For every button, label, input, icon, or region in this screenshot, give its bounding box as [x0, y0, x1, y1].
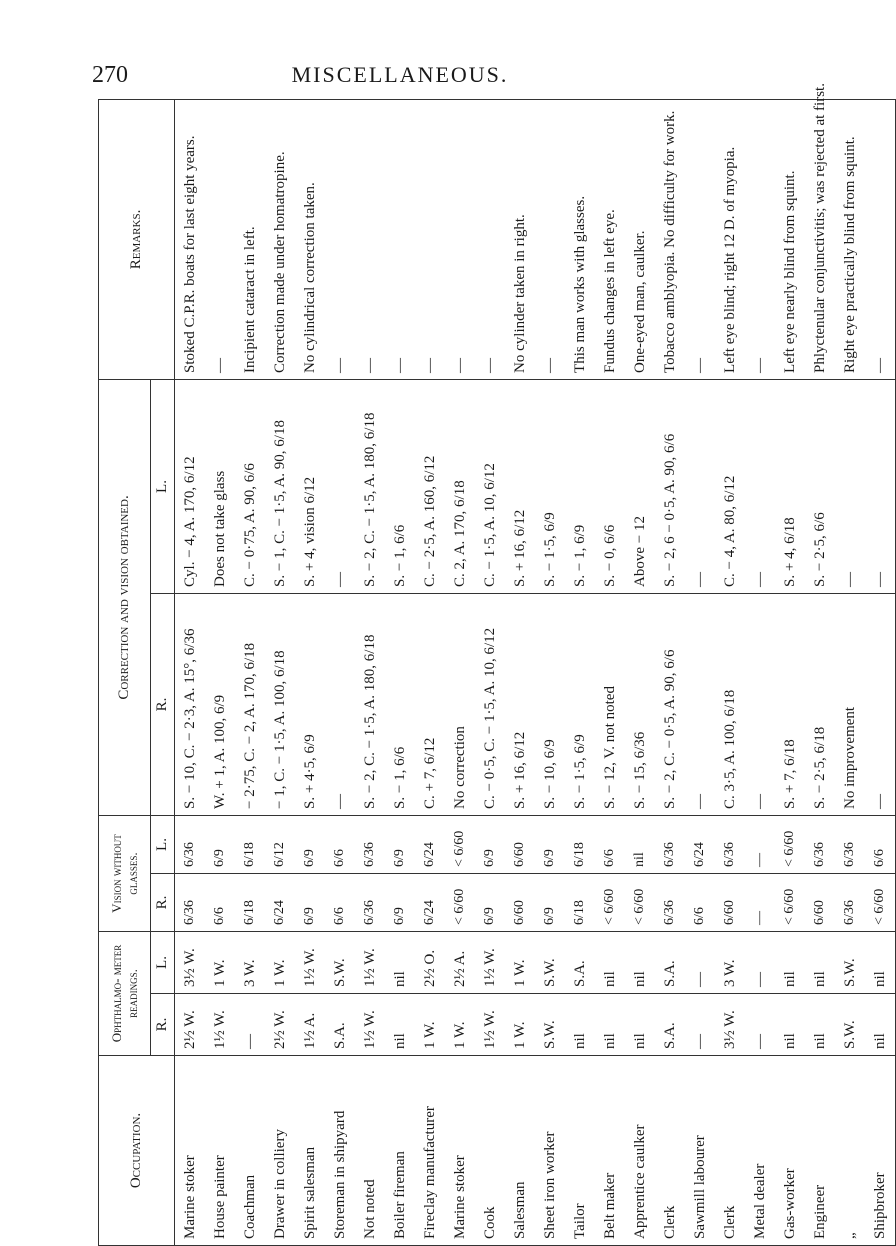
- remarks-cell: Stoked C.P.R. boats for last eight years.: [175, 99, 206, 379]
- vision-r-cell: 6/9: [295, 874, 325, 932]
- occupation-cell: Storeman in shipyard: [325, 1056, 355, 1246]
- ophthalmo-l-cell: 1½ W.: [475, 932, 505, 994]
- vision-r-cell: 6/24: [415, 874, 445, 932]
- col-header-correction: Correction and vision obtained.: [99, 379, 151, 815]
- correction-l-cell: S. + 16, 6/12: [505, 379, 535, 593]
- remarks-cell: Right eye practically blind from squint.: [835, 99, 865, 379]
- vision-r-cell: 6/60: [805, 874, 835, 932]
- occupation-cell: Shipbroker: [865, 1056, 896, 1246]
- table-row: [775, 99, 805, 1245]
- ophthalmo-r-cell: nil: [625, 994, 655, 1056]
- rotated-table-container: [98, 83, 888, 1246]
- correction-l-cell: S. + 4, vision 6/12: [295, 379, 325, 593]
- vision-l-cell: < 6/60: [445, 815, 475, 873]
- correction-r-cell: S. − 2, C. − 1·5, A. 180, 6/18: [355, 593, 385, 815]
- vision-l-cell: 6/36: [805, 815, 835, 873]
- remarks-cell: One-eyed man, caulker.: [625, 99, 655, 379]
- vision-l-cell: —: [745, 815, 775, 873]
- correction-r-cell: S. − 15, 6/36: [625, 593, 655, 815]
- ophthalmo-r-cell: 2½ W.: [265, 994, 295, 1056]
- table-row: [175, 99, 206, 1245]
- vision-l-cell: 6/36: [715, 815, 745, 873]
- ophthalmo-l-cell: S.W.: [535, 932, 565, 994]
- ophthalmo-l-cell: 1 W.: [265, 932, 295, 994]
- ophthalmo-r-cell: 1½ W.: [355, 994, 385, 1056]
- ophthalmo-r-cell: S.A.: [655, 994, 685, 1056]
- ophthalmo-r-cell: 1½ W.: [475, 994, 505, 1056]
- vision-l-cell: 6/36: [355, 815, 385, 873]
- occupation-cell: House painter: [205, 1056, 235, 1246]
- table-row: [385, 99, 415, 1245]
- remarks-cell: —: [535, 99, 565, 379]
- col-header-remarks: Remarks.: [99, 99, 175, 379]
- ophthalmo-r-cell: nil: [595, 994, 625, 1056]
- correction-r-cell: —: [865, 593, 896, 815]
- vision-l-cell: 6/9: [295, 815, 325, 873]
- ophthalmo-r-cell: 1 W.: [445, 994, 475, 1056]
- correction-l-cell: C. 2, A. 170, 6/18: [445, 379, 475, 593]
- occupation-cell: Marine stoker: [445, 1056, 475, 1246]
- ophthalmo-l-cell: 3 W.: [715, 932, 745, 994]
- col-header-occupation: Occupation.: [99, 1056, 175, 1246]
- correction-l-cell: —: [865, 379, 896, 593]
- vision-l-cell: 6/36: [175, 815, 206, 873]
- remarks-cell: —: [475, 99, 505, 379]
- vision-l-cell: 6/9: [535, 815, 565, 873]
- vision-l-cell: 6/12: [265, 815, 295, 873]
- correction-r-cell: S. − 1·5, 6/9: [565, 593, 595, 815]
- correction-l-cell: C. − 0·75, A. 90, 6/6: [235, 379, 265, 593]
- ophthalmo-r-cell: S.W.: [535, 994, 565, 1056]
- correction-l-cell: C. − 2·5, A. 160, 6/12: [415, 379, 445, 593]
- ophthalmo-l-cell: 1 W.: [205, 932, 235, 994]
- table-row: [595, 99, 625, 1245]
- vision-r-cell: 6/9: [475, 874, 505, 932]
- table-row: [835, 99, 865, 1245]
- vision-r-cell: 6/18: [565, 874, 595, 932]
- vision-r-cell: 6/36: [175, 874, 206, 932]
- correction-r-cell: S. + 4·5, 6/9: [295, 593, 325, 815]
- vision-r-cell: 6/36: [655, 874, 685, 932]
- ophthalmo-r-cell: S.W.: [835, 994, 865, 1056]
- ophthalmo-r-cell: nil: [565, 994, 595, 1056]
- correction-r-cell: No correction: [445, 593, 475, 815]
- vision-l-cell: 6/24: [685, 815, 715, 873]
- occupation-cell: Tailor: [565, 1056, 595, 1246]
- remarks-cell: No cylinder taken in right.: [505, 99, 535, 379]
- occupation-cell: Belt maker: [595, 1056, 625, 1246]
- vision-r-cell: 6/36: [835, 874, 865, 932]
- ophthalmo-r-cell: 3½ W.: [715, 994, 745, 1056]
- occupation-cell: Clerk: [715, 1056, 745, 1246]
- correction-l-cell: Cyl. − 4, A. 170, 6/12: [175, 379, 206, 593]
- correction-l-cell: S. − 2, 6 − 0·5, A. 90, 6/6: [655, 379, 685, 593]
- vision-l-cell: 6/9: [205, 815, 235, 873]
- col-header-ophthalmo-l: L.: [151, 932, 175, 994]
- vision-l-cell: 6/36: [655, 815, 685, 873]
- table-row: [865, 99, 896, 1245]
- correction-l-cell: Does not take glass: [205, 379, 235, 593]
- vision-r-cell: < 6/60: [625, 874, 655, 932]
- ophthalmo-l-cell: nil: [805, 932, 835, 994]
- vision-l-cell: 6/6: [595, 815, 625, 873]
- vision-r-cell: 6/60: [715, 874, 745, 932]
- table-row: [325, 99, 355, 1245]
- remarks-cell: Tobacco amblyopia. No difficulty for work.: [655, 99, 685, 379]
- ophthalmo-r-cell: 2½ W.: [175, 994, 206, 1056]
- occupation-cell: Fireclay manufacturer: [415, 1056, 445, 1246]
- correction-l-cell: S. − 1, C. − 1·5, A. 90, 6/18: [265, 379, 295, 593]
- ophthalmo-l-cell: S.A.: [655, 932, 685, 994]
- ophthalmo-r-cell: 1½ A.: [295, 994, 325, 1056]
- correction-l-cell: —: [835, 379, 865, 593]
- vision-l-cell: 6/6: [325, 815, 355, 873]
- remarks-cell: Incipient cataract in left.: [235, 99, 265, 379]
- correction-r-cell: S. − 10, C. − 2·3, A. 15°, 6/36: [175, 593, 206, 815]
- ophthalmo-l-cell: 3 W.: [235, 932, 265, 994]
- ophthalmo-l-cell: nil: [385, 932, 415, 994]
- correction-l-cell: S. − 2·5, 6/6: [805, 379, 835, 593]
- vision-l-cell: 6/9: [475, 815, 505, 873]
- ophthalmo-l-cell: 1½ W.: [295, 932, 325, 994]
- table-body: [175, 83, 896, 1245]
- page-header: [0, 0, 800, 100]
- ophthalmo-l-cell: 2½ O.: [415, 932, 445, 994]
- vision-r-cell: 6/36: [355, 874, 385, 932]
- table-row: [355, 99, 385, 1245]
- vision-r-cell: < 6/60: [445, 874, 475, 932]
- vision-l-cell: < 6/60: [775, 815, 805, 873]
- ophthalmo-l-cell: nil: [865, 932, 896, 994]
- ophthalmo-l-cell: nil: [775, 932, 805, 994]
- ophthalmo-r-cell: 1½ W.: [205, 994, 235, 1056]
- vision-l-cell: 6/36: [835, 815, 865, 873]
- vision-l-cell: 6/18: [565, 815, 595, 873]
- remarks-cell: —: [865, 99, 896, 379]
- occupation-cell: Cook: [475, 1056, 505, 1246]
- table-row: [265, 99, 295, 1245]
- remarks-cell: —: [205, 99, 235, 379]
- correction-l-cell: S. − 1, 6/9: [565, 379, 595, 593]
- ophthalmo-r-cell: nil: [775, 994, 805, 1056]
- occupation-cell: Metal dealer: [745, 1056, 775, 1246]
- table-row: [415, 99, 445, 1245]
- remarks-cell: Fundus changes in left eye.: [595, 99, 625, 379]
- ophthalmo-l-cell: 3½ W.: [175, 932, 206, 994]
- correction-r-cell: S. + 16, 6/12: [505, 593, 535, 815]
- vision-r-cell: —: [745, 874, 775, 932]
- correction-l-cell: S. − 0, 6/6: [595, 379, 625, 593]
- occupation-cell: Apprentice caulker: [625, 1056, 655, 1246]
- remarks-cell: Correction made under homatropine.: [265, 99, 295, 379]
- correction-l-cell: —: [325, 379, 355, 593]
- col-header-ophthalmometer: Ophthalmo- meter readings.: [99, 932, 151, 1056]
- occupation-cell: „: [835, 1056, 865, 1246]
- occupation-cell: Engineer: [805, 1056, 835, 1246]
- ophthalmo-l-cell: nil: [595, 932, 625, 994]
- ophthalmo-l-cell: —: [745, 932, 775, 994]
- ophthalmo-r-cell: 1 W.: [505, 994, 535, 1056]
- occupation-cell: Spirit salesman: [295, 1056, 325, 1246]
- remarks-cell: No cylindrical correction taken.: [295, 99, 325, 379]
- vision-r-cell: 6/18: [235, 874, 265, 932]
- remarks-cell: —: [685, 99, 715, 379]
- vision-l-cell: 6/24: [415, 815, 445, 873]
- correction-r-cell: C. 3·5, A. 100, 6/18: [715, 593, 745, 815]
- correction-r-cell: − 1, C. − 1·5, A. 100, 6/18: [265, 593, 295, 815]
- ophthalmo-l-cell: —: [685, 932, 715, 994]
- correction-l-cell: S. − 1·5, 6/9: [535, 379, 565, 593]
- remarks-cell: —: [355, 99, 385, 379]
- vision-r-cell: < 6/60: [775, 874, 805, 932]
- remarks-cell: —: [385, 99, 415, 379]
- ophthalmo-r-cell: nil: [385, 994, 415, 1056]
- ophthalmo-l-cell: S.W.: [835, 932, 865, 994]
- occupation-cell: Marine stoker: [175, 1056, 206, 1246]
- correction-r-cell: S. − 2·5, 6/18: [805, 593, 835, 815]
- table-row: [235, 99, 265, 1245]
- vision-r-cell: 6/6: [325, 874, 355, 932]
- ophthalmo-l-cell: nil: [625, 932, 655, 994]
- occupation-cell: Gas-worker: [775, 1056, 805, 1246]
- ophthalmo-r-cell: nil: [805, 994, 835, 1056]
- correction-r-cell: S. − 2, C. − 0·5, A. 90, 6/6: [655, 593, 685, 815]
- col-header-ophthalmo-r: R.: [151, 994, 175, 1056]
- correction-l-cell: S. − 1, 6/6: [385, 379, 415, 593]
- table-row: [745, 99, 775, 1245]
- vision-r-cell: 6/9: [385, 874, 415, 932]
- ophthalmo-l-cell: S.A.: [565, 932, 595, 994]
- correction-r-cell: No improvement: [835, 593, 865, 815]
- correction-r-cell: C. − 0·5, C. − 1·5, A. 10, 6/12: [475, 593, 505, 815]
- vision-l-cell: 6/6: [865, 815, 896, 873]
- correction-r-cell: C. + 7, 6/12: [415, 593, 445, 815]
- correction-l-cell: C. − 4, A. 80, 6/12: [715, 379, 745, 593]
- col-header-vision: Vision without glasses.: [99, 815, 151, 931]
- vision-r-cell: 6/6: [685, 874, 715, 932]
- running-title: MISCELLANEOUS.: [291, 62, 509, 87]
- ophthalmo-l-cell: S.W.: [325, 932, 355, 994]
- ophthalmo-r-cell: 1 W.: [415, 994, 445, 1056]
- correction-r-cell: —: [745, 593, 775, 815]
- table-row: [475, 99, 505, 1245]
- vision-r-cell: 6/9: [535, 874, 565, 932]
- table-row: [565, 99, 595, 1245]
- occupation-cell: Sawmill labourer: [685, 1056, 715, 1246]
- col-header-correction-l: L.: [151, 379, 175, 593]
- table-row: [535, 99, 565, 1245]
- vision-l-cell: 6/60: [505, 815, 535, 873]
- correction-r-cell: S. − 12, V. not noted: [595, 593, 625, 815]
- page-number: 270: [92, 62, 128, 88]
- vision-l-cell: 6/18: [235, 815, 265, 873]
- ophthalmo-l-cell: 2½ A.: [445, 932, 475, 994]
- ophthalmo-l-cell: 1½ W.: [355, 932, 385, 994]
- table-row: [715, 99, 745, 1245]
- table-row: [205, 99, 235, 1245]
- remarks-cell: Phlyctenular conjunctivitis; was rejected at first.: [805, 99, 835, 379]
- correction-r-cell: − 2·75, C. − 2, A. 170, 6/18: [235, 593, 265, 815]
- correction-r-cell: W. + 1, A. 100, 6/9: [205, 593, 235, 815]
- ophthalmo-r-cell: nil: [865, 994, 896, 1056]
- correction-l-cell: —: [685, 379, 715, 593]
- correction-l-cell: C. − 1·5, A. 10, 6/12: [475, 379, 505, 593]
- remarks-cell: —: [745, 99, 775, 379]
- ophthalmo-r-cell: —: [685, 994, 715, 1056]
- table-row: [445, 99, 475, 1245]
- col-header-vision-r: R.: [151, 874, 175, 932]
- occupation-cell: Drawer in colliery: [265, 1056, 295, 1246]
- remarks-cell: —: [415, 99, 445, 379]
- ophthalmo-r-cell: —: [745, 994, 775, 1056]
- ophthalmo-r-cell: —: [235, 994, 265, 1056]
- correction-r-cell: S. − 1, 6/6: [385, 593, 415, 815]
- occupation-cell: Salesman: [505, 1056, 535, 1246]
- col-header-vision-l: L.: [151, 815, 175, 873]
- ophthalmo-l-cell: 1 W.: [505, 932, 535, 994]
- correction-l-cell: Above − 12: [625, 379, 655, 593]
- vision-l-cell: nil: [625, 815, 655, 873]
- vision-r-cell: 6/60: [505, 874, 535, 932]
- occupation-cell: Coachman: [235, 1056, 265, 1246]
- vision-l-cell: 6/9: [385, 815, 415, 873]
- table-row: [625, 99, 655, 1245]
- correction-l-cell: S. + 4, 6/18: [775, 379, 805, 593]
- occupation-cell: Sheet iron worker: [535, 1056, 565, 1246]
- correction-l-cell: —: [745, 379, 775, 593]
- col-header-correction-r: R.: [151, 593, 175, 815]
- correction-r-cell: S. + 7, 6/18: [775, 593, 805, 815]
- table-row: [655, 99, 685, 1245]
- occupation-cell: Clerk: [655, 1056, 685, 1246]
- remarks-cell: —: [325, 99, 355, 379]
- vision-r-cell: 6/6: [205, 874, 235, 932]
- remarks-cell: Left eye blind; right 12 D. of myopia.: [715, 99, 745, 379]
- correction-r-cell: —: [325, 593, 355, 815]
- correction-l-cell: S. − 2, C. − 1·5, A. 180, 6/18: [355, 379, 385, 593]
- table-row: [295, 99, 325, 1245]
- occupation-cell: Not noted: [355, 1056, 385, 1246]
- correction-r-cell: —: [685, 593, 715, 815]
- vision-r-cell: 6/24: [265, 874, 295, 932]
- table-row: [685, 99, 715, 1245]
- vision-r-cell: < 6/60: [865, 874, 896, 932]
- remarks-cell: —: [445, 99, 475, 379]
- vision-r-cell: < 6/60: [595, 874, 625, 932]
- occupation-cell: Boiler fireman: [385, 1056, 415, 1246]
- remarks-cell: Left eye nearly blind from squint.: [775, 99, 805, 379]
- correction-r-cell: S. − 10, 6/9: [535, 593, 565, 815]
- table-row: [505, 99, 535, 1245]
- table-row: [805, 99, 835, 1245]
- ophthalmo-r-cell: S.A.: [325, 994, 355, 1056]
- remarks-cell: This man works with glasses.: [565, 99, 595, 379]
- occupation-vision-table: [98, 83, 896, 1246]
